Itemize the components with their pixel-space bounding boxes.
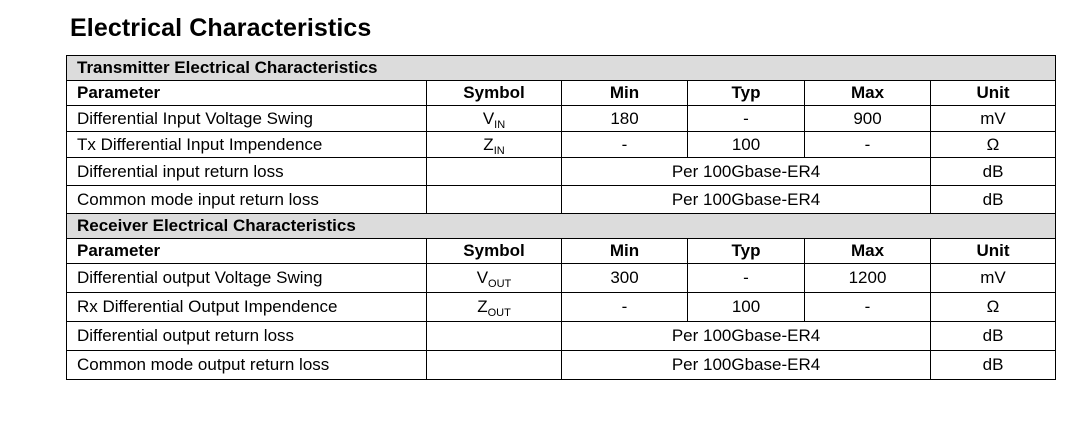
symbol-letter: Z xyxy=(483,134,494,154)
section-heading: Receiver Electrical Characteristics xyxy=(67,214,1056,239)
table-row xyxy=(67,132,1056,158)
section-header-row xyxy=(67,214,1056,239)
typ-cell: 100 xyxy=(688,132,805,158)
column-header-parameter: Parameter xyxy=(67,81,427,106)
max-cell: 900 xyxy=(805,106,931,132)
symbol-letter: V xyxy=(476,268,489,287)
column-header-min: Min xyxy=(562,239,688,264)
parameter-cell: Common mode output return loss xyxy=(67,351,427,380)
table-row xyxy=(67,106,1056,132)
column-header-parameter: Parameter xyxy=(67,239,427,264)
column-header-unit: Unit xyxy=(931,81,1056,106)
symbol-subscript: OUT xyxy=(488,278,512,290)
symbol-cell xyxy=(427,186,562,214)
symbol-cell xyxy=(427,106,562,132)
unit-cell: mV xyxy=(931,264,1056,293)
table-row xyxy=(67,186,1056,214)
page-title: Electrical Characteristics xyxy=(70,14,372,42)
symbol-cell xyxy=(427,293,562,322)
parameter-cell: Differential Input Voltage Swing xyxy=(67,106,427,132)
min-cell: - xyxy=(562,132,688,158)
parameter-cell: Differential output return loss xyxy=(67,322,427,351)
min-cell: 180 xyxy=(562,106,688,132)
unit-cell: mV xyxy=(931,106,1056,132)
max-cell: - xyxy=(805,132,931,158)
parameter-cell: Rx Differential Output Impendence xyxy=(67,293,427,322)
column-header-typ: Typ xyxy=(688,81,805,106)
column-header-unit: Unit xyxy=(931,239,1056,264)
symbol-cell xyxy=(427,132,562,158)
symbol-cell xyxy=(427,158,562,186)
typ-cell: - xyxy=(688,264,805,293)
typ-cell: - xyxy=(688,106,805,132)
symbol-subscript: IN xyxy=(493,144,505,157)
section-header-row xyxy=(67,56,1056,81)
typ-cell: 100 xyxy=(688,293,805,322)
column-header-symbol: Symbol xyxy=(427,239,562,264)
spec-cell: Per 100Gbase-ER4 xyxy=(562,351,931,380)
parameter-cell: Differential output Voltage Swing xyxy=(67,264,427,293)
unit-cell: Ω xyxy=(931,132,1056,158)
unit-cell: dB xyxy=(931,351,1056,380)
column-header-min: Min xyxy=(562,81,688,106)
symbol-cell xyxy=(427,351,562,380)
symbol-subscript: OUT xyxy=(487,307,511,319)
unit-cell: Ω xyxy=(931,293,1056,322)
table-row xyxy=(67,158,1056,186)
symbol-cell xyxy=(427,264,562,293)
table-row xyxy=(67,351,1056,380)
column-header-max: Max xyxy=(805,81,931,106)
symbol-letter: Z xyxy=(477,297,488,316)
column-header-row xyxy=(67,239,1056,264)
parameter-cell: Tx Differential Input Impendence xyxy=(67,132,427,158)
spec-cell: Per 100Gbase-ER4 xyxy=(562,158,931,186)
spec-cell: Per 100Gbase-ER4 xyxy=(562,322,931,351)
max-cell: 1200 xyxy=(805,264,931,293)
table-row xyxy=(67,293,1056,322)
parameter-cell: Common mode input return loss xyxy=(67,186,427,214)
column-header-symbol: Symbol xyxy=(427,81,562,106)
unit-cell: dB xyxy=(931,158,1056,186)
max-cell: - xyxy=(805,293,931,322)
electrical-characteristics-table xyxy=(66,55,1056,380)
column-header-max: Max xyxy=(805,239,931,264)
parameter-cell: Differential input return loss xyxy=(67,158,427,186)
symbol-cell xyxy=(427,322,562,351)
min-cell: 300 xyxy=(562,264,688,293)
table-row xyxy=(67,322,1056,351)
symbol-letter: V xyxy=(482,108,495,128)
unit-cell: dB xyxy=(931,322,1056,351)
min-cell: - xyxy=(562,293,688,322)
column-header-typ: Typ xyxy=(688,239,805,264)
table-row xyxy=(67,264,1056,293)
section-heading: Transmitter Electrical Characteristics xyxy=(67,56,1056,81)
spec-cell: Per 100Gbase-ER4 xyxy=(562,186,931,214)
unit-cell: dB xyxy=(931,186,1056,214)
symbol-subscript: IN xyxy=(494,118,506,131)
column-header-row xyxy=(67,81,1056,106)
